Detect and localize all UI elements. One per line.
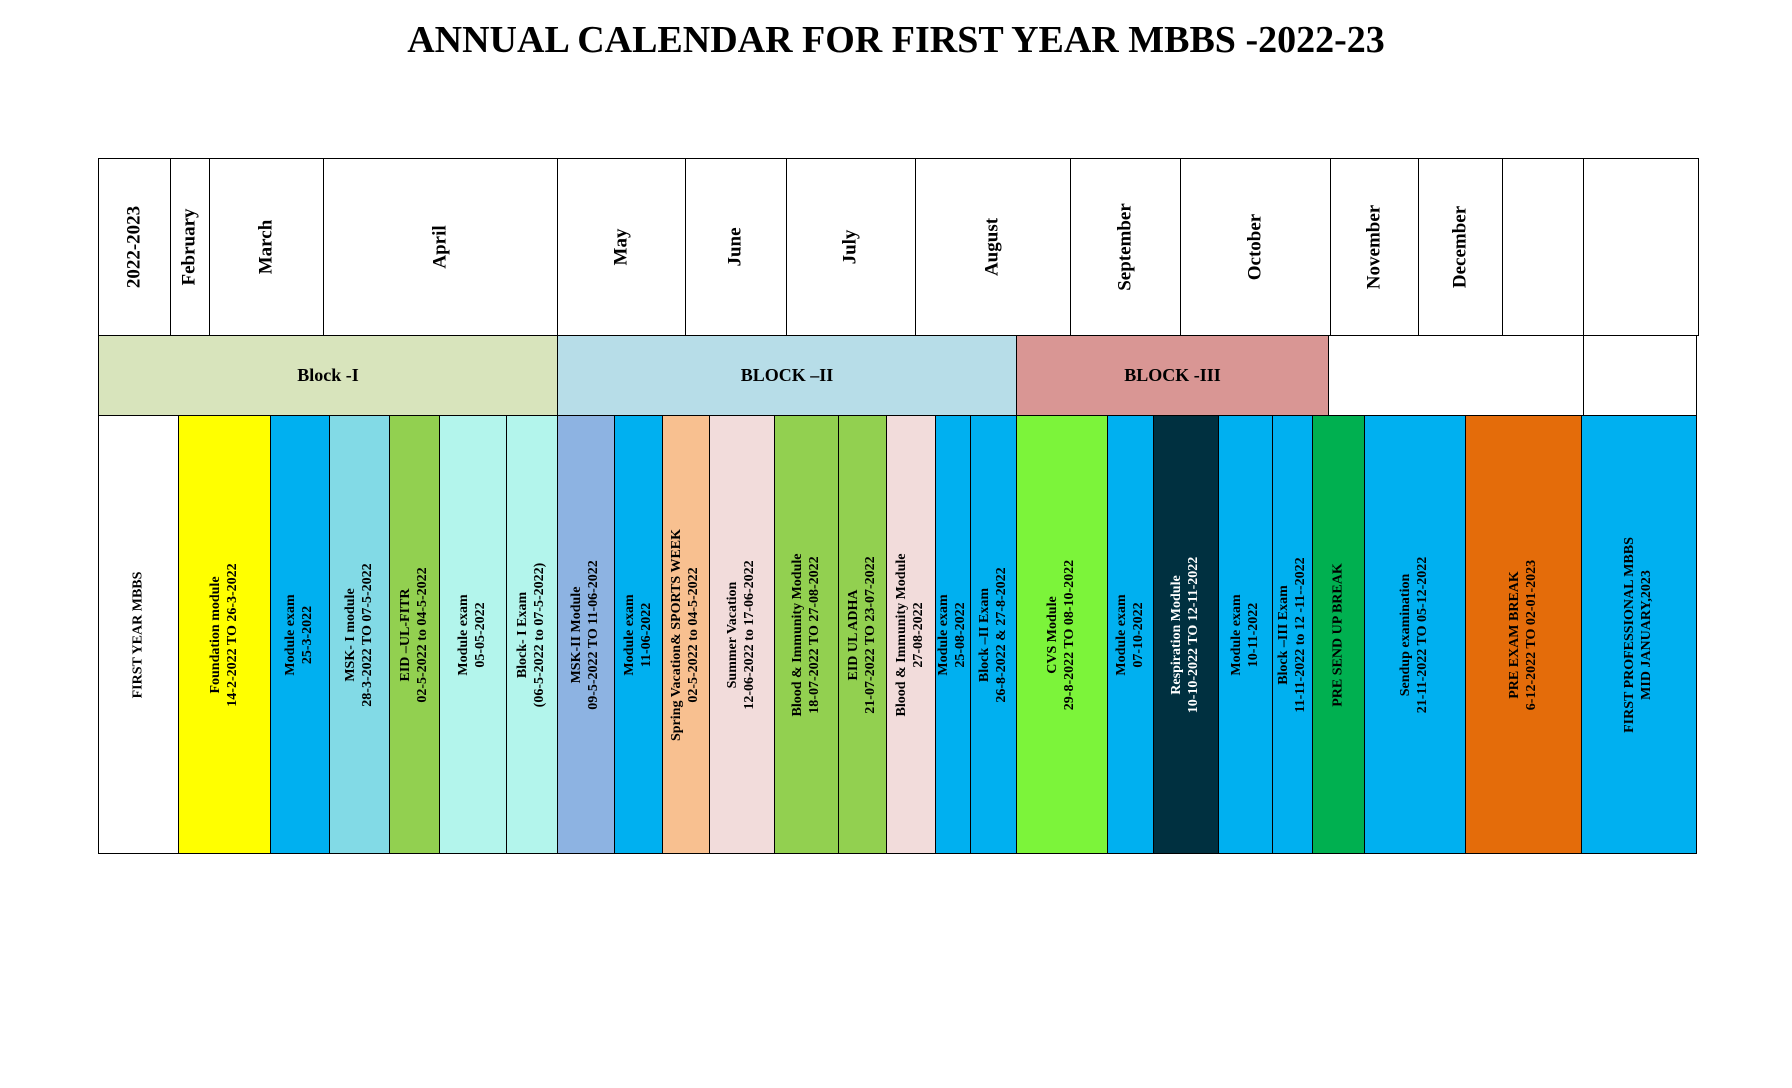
event-dates: 26-8-2022 & 27-8-2022 <box>993 566 1009 703</box>
event-label <box>1622 537 1656 733</box>
event-dates: 11-11-2022 to 12 -11--2022 <box>1292 556 1308 713</box>
block-cell <box>1583 335 1697 416</box>
event-dates: 25-3-2022 <box>300 605 315 664</box>
event-cell <box>1312 415 1365 854</box>
event-cell <box>935 415 971 854</box>
month-label: April <box>429 225 451 269</box>
event-cell <box>1465 415 1582 854</box>
month-header-cell <box>786 158 916 336</box>
event-name: Module exam <box>456 593 472 676</box>
event-label <box>936 594 970 675</box>
month-header-cell <box>209 158 324 336</box>
month-header-cell <box>170 158 210 336</box>
event-dates: 27-08-2022 <box>911 601 926 668</box>
block-cell <box>98 335 558 416</box>
event-name: Module exam <box>936 593 952 676</box>
event-cell <box>557 415 615 854</box>
event-name: Blood & Immunity Module <box>789 553 805 716</box>
event-name: Spring Vacation& SPORTS WEEK <box>669 528 685 741</box>
event-dates: 10-10-2022 TO 12-11-2022 <box>1186 556 1201 713</box>
month-label: February <box>178 208 200 286</box>
month-label: March <box>255 219 277 275</box>
event-name: Module exam <box>621 593 637 676</box>
event-cell <box>270 415 330 854</box>
event-cell <box>838 415 887 854</box>
event-dates: 05-05-2022 <box>473 601 488 668</box>
event-name: Blood & Immunity Module <box>894 553 910 716</box>
event-dates: 02-5-2022 to 04-5-2022 <box>686 566 701 703</box>
event-cell <box>506 415 558 854</box>
event-label <box>894 553 928 716</box>
month-header-cell <box>1502 158 1584 336</box>
event-label <box>790 553 824 716</box>
event-cell <box>970 415 1017 854</box>
row-label <box>130 571 147 698</box>
event-dates: (06-5-2022 to 07-5-2022) <box>532 562 547 707</box>
event-dates: 28-3-2022 TO 07-5-2022 <box>359 562 375 707</box>
event-cell <box>389 415 440 854</box>
event-name: MSK- I module <box>342 587 358 682</box>
block-cell <box>557 335 1017 416</box>
month-label: August <box>981 217 1003 277</box>
month-header-cell <box>1070 158 1181 336</box>
month-header-cell <box>323 158 558 336</box>
event-dates: 12-06-2022 to 17-06-2022 <box>742 559 757 710</box>
event-label <box>208 563 242 706</box>
event-name: Block –III Exam <box>1275 584 1291 685</box>
event-label <box>515 562 549 707</box>
event-cell <box>1153 415 1219 854</box>
page-title: ANNUAL CALENDAR FOR FIRST YEAR MBBS -2022-23 <box>407 19 1385 61</box>
event-cell <box>614 415 663 854</box>
event-name: FIRST PROFESSIONAL MBBS <box>1622 536 1638 733</box>
event-name: EID –UL-FITR <box>397 588 413 681</box>
month-header-cell <box>1180 158 1331 336</box>
event-name: Block- I Exam <box>515 591 531 678</box>
event-dates: 21-11-2022 TO 05-12-2022 <box>1415 556 1430 713</box>
block-label: BLOCK –II <box>740 365 834 385</box>
event-cell <box>1581 415 1697 854</box>
event-dates: 10-11-2022 <box>1245 602 1261 667</box>
event-cell <box>1107 415 1154 854</box>
event-label <box>622 594 656 675</box>
event-cell <box>1218 415 1273 854</box>
event-dates: 09-5-2022 TO 11-06-2022 <box>586 559 601 710</box>
event-label <box>846 556 880 713</box>
event-cell <box>709 415 775 854</box>
event-dates: 14-2-2022 TO 26-3-2022 <box>224 562 240 707</box>
month-label: October <box>1244 213 1266 281</box>
event-label <box>456 594 490 675</box>
event-label <box>343 563 377 706</box>
month-label: December <box>1449 205 1471 289</box>
event-label <box>398 567 432 702</box>
event-name: PRE SEND UP BREAK <box>1330 562 1346 707</box>
block-cell <box>1328 335 1584 416</box>
month-header-cell <box>915 158 1071 336</box>
event-cell <box>774 415 839 854</box>
month-label: November <box>1363 204 1385 290</box>
event-cell <box>329 415 390 854</box>
month-label: June <box>724 227 746 267</box>
month-header-cell <box>1418 158 1503 336</box>
event-cell <box>1364 415 1466 854</box>
event-dates: 21-07-2022 TO 23-07-2022 <box>862 555 878 714</box>
event-name: Respiration Module <box>1169 574 1185 695</box>
month-header-cell <box>1330 158 1419 336</box>
event-label <box>1398 556 1432 713</box>
event-dates: 29-8-2022 TO 08-10-2022 <box>1062 559 1077 710</box>
month-label: September <box>1114 203 1136 291</box>
event-label <box>569 560 603 710</box>
event-cell <box>178 415 271 854</box>
event-label <box>1507 559 1541 709</box>
month-header-cell <box>1583 158 1699 336</box>
event-name: CVS Module <box>1045 595 1061 674</box>
event-dates: 6-12-2022 TO 02-01-2023 <box>1523 559 1539 710</box>
event-label <box>283 594 317 675</box>
event-label <box>1114 594 1148 675</box>
month-label: May <box>610 228 632 266</box>
event-dates: 07-10-2022 <box>1130 601 1146 668</box>
block-label: BLOCK -III <box>1124 365 1221 385</box>
event-dates: 25-08-2022 <box>953 601 968 668</box>
month-header-cell <box>557 158 686 336</box>
month-header-cell <box>685 158 787 336</box>
event-name: Module exam <box>1113 593 1129 676</box>
event-cell <box>662 415 710 854</box>
block-cell <box>1016 335 1329 416</box>
event-name: Module exam <box>283 593 299 676</box>
event-name: Sendup examination <box>1398 573 1414 696</box>
event-label <box>1045 559 1079 709</box>
row-label-cell <box>98 415 179 854</box>
event-name: FIRST YEAR MBBS <box>130 571 146 698</box>
event-label <box>1276 557 1310 712</box>
event-name: MSK-II Module <box>569 586 585 683</box>
event-name: Summer Vacation <box>725 581 741 688</box>
event-label <box>1229 594 1263 675</box>
event-label <box>1330 563 1347 707</box>
event-label <box>977 567 1011 702</box>
event-cell <box>1272 415 1313 854</box>
academic-year-label: 2022-2023 <box>123 205 145 289</box>
month-header-cell <box>98 158 171 336</box>
event-name: PRE EXAM BREAK <box>1506 570 1522 699</box>
event-name: Block –II Exam <box>976 587 992 682</box>
event-label <box>725 560 759 709</box>
month-label: July <box>839 229 861 265</box>
event-cell <box>439 415 507 854</box>
block-label: Block -I <box>297 365 359 385</box>
event-name: Module exam <box>1228 593 1244 676</box>
event-label <box>1169 556 1203 713</box>
event-cell <box>1016 415 1108 854</box>
event-name: Foundation module <box>207 575 223 694</box>
event-dates: 02-5-2022 to 04-5-2022 <box>414 566 430 703</box>
event-dates: 18-07-2022 TO 27-08-2022 <box>806 555 822 714</box>
event-cell <box>886 415 936 854</box>
event-label <box>669 528 703 740</box>
event-name: EID UL ADHA <box>845 588 861 681</box>
event-dates: MID JANUARY,2023 <box>1639 569 1654 700</box>
event-dates: 11-06-2022 <box>638 602 654 667</box>
